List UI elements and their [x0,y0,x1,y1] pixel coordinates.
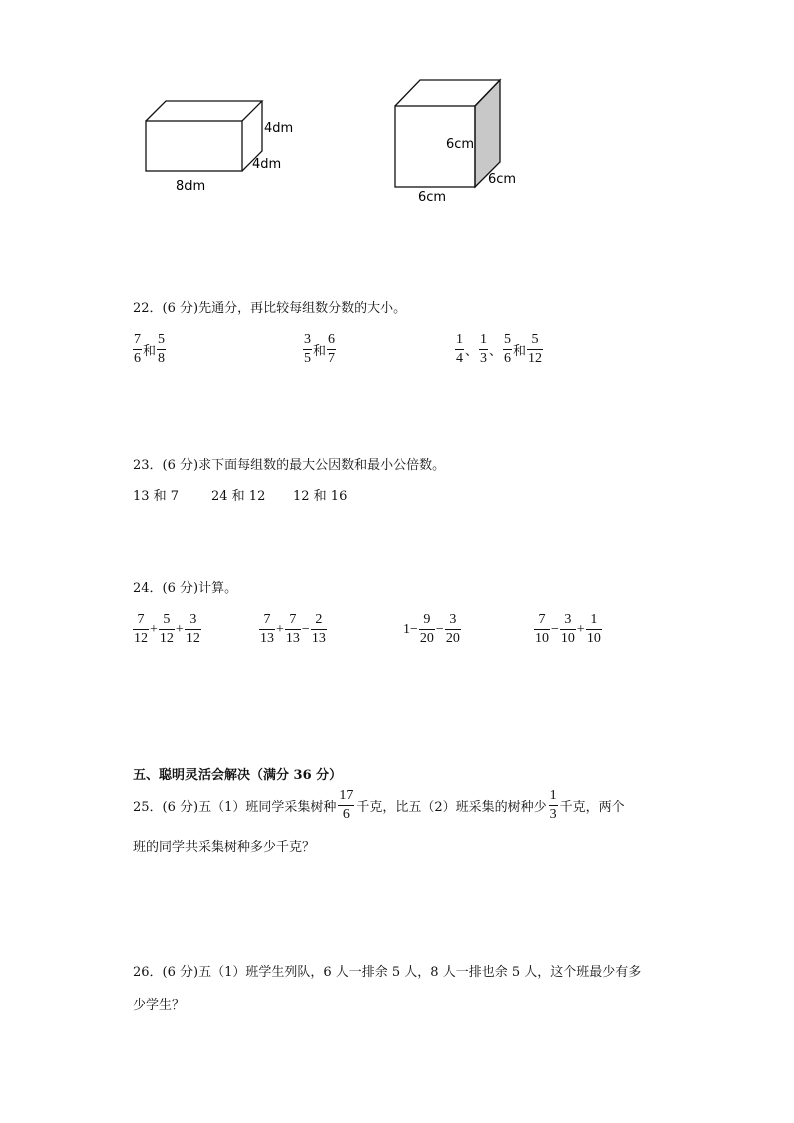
q23-prompt: 23．(6 分)求下面每组数的最大公因数和最小公倍数。 [133,458,446,473]
fraction: $\frac{3}{10}$ [560,612,575,646]
cube-figure [388,72,528,212]
cuboid-depth-label: 4dm [252,157,282,172]
q23-group-1: 13 和 7 [133,489,180,504]
fraction: $\frac{17}{6}$ [339,788,354,822]
fraction: $\frac{1}{10}$ [586,612,601,646]
fraction: $\frac{1}{4}$ [456,332,463,366]
q22-prompt: 22．(6 分)先通分，再比较每组数分数的大小。 [133,301,407,316]
fraction: $\frac{2}{13}$ [311,612,326,646]
fraction: $\frac{7}{10}$ [535,612,549,646]
cube-front-label: 6cm [446,137,475,152]
fraction: $\frac{5}{8}$ [158,332,166,366]
fraction: $\frac{1}{3}$ [480,332,488,366]
fraction: $\frac{3}{20}$ [445,612,460,646]
fraction: $\frac{7}{13}$ [285,612,300,646]
fraction: $\frac{3}{12}$ [185,612,200,646]
fraction: $\frac{7}{12}$ [134,612,148,646]
q23-group-2: 24 和 12 [211,489,266,504]
fraction: $\frac{6}{7}$ [328,332,336,366]
q22-group-3: $\frac{1}{4}$ 、 $\frac{1}{3}$ 、 $\frac{5}{6}$ 和 $\frac{5}{12}$ [456,332,543,366]
q24-expression-1: $\frac{7}{12}$ + $\frac{5}{12}$ + $\frac{3}{12}$ [134,612,200,646]
q26-line-1: 26．(6 分)五（1）班学生列队，6 人一排余 5 人，8 人一排也余 5 人，这个班最少有多 [133,965,642,980]
q24-expression-4: $\frac{7}{10}$ − $\frac{3}{10}$ + $\frac{1}{10}$ [535,612,601,646]
fraction: $\frac{1}{3}$ [549,788,557,822]
fraction: $\frac{7}{13}$ [260,612,274,646]
fraction: $\frac{7}{6}$ [134,332,141,366]
cube-bottom-label: 6cm [418,190,447,205]
q24-expression-3: 1− $\frac{9}{20}$ − $\frac{3}{20}$ [403,612,460,646]
fraction: $\frac{5}{12}$ [159,612,174,646]
q25-line-1: 25．(6 分)五（1）班同学采集树种 $\frac{17}{6}$ 千克，比五（2）班采集的树种少 $\frac{1}{3}$ 千克，两个 [133,788,625,822]
fraction: $\frac{5}{6}$ [504,332,512,366]
q22-group-1: $\frac{7}{6}$ 和 $\frac{5}{8}$ [134,332,166,366]
fraction: $\frac{5}{12}$ [528,332,543,366]
q23-group-3: 12 和 16 [293,489,348,504]
fraction: $\frac{3}{5}$ [304,332,311,366]
cube-side-label: 6cm [488,172,517,187]
q22-group-2: $\frac{3}{5}$ 和 $\frac{6}{7}$ [304,332,336,366]
q24-prompt: 24．(6 分)计算。 [133,581,238,596]
cuboid-figure [140,95,310,195]
fraction: $\frac{9}{20}$ [419,612,434,646]
q25-line-2: 班的同学共采集树种多少千克？ [133,840,316,855]
q24-expression-2: $\frac{7}{13}$ + $\frac{7}{13}$ − $\frac{2}{13}$ [260,612,326,646]
cuboid-height-label: 4dm [264,121,294,136]
section-5-title: 五、聪明灵活会解决（满分 36 分） [133,768,343,783]
cuboid-length-label: 8dm [176,179,206,194]
q26-line-2: 少学生？ [133,998,186,1013]
